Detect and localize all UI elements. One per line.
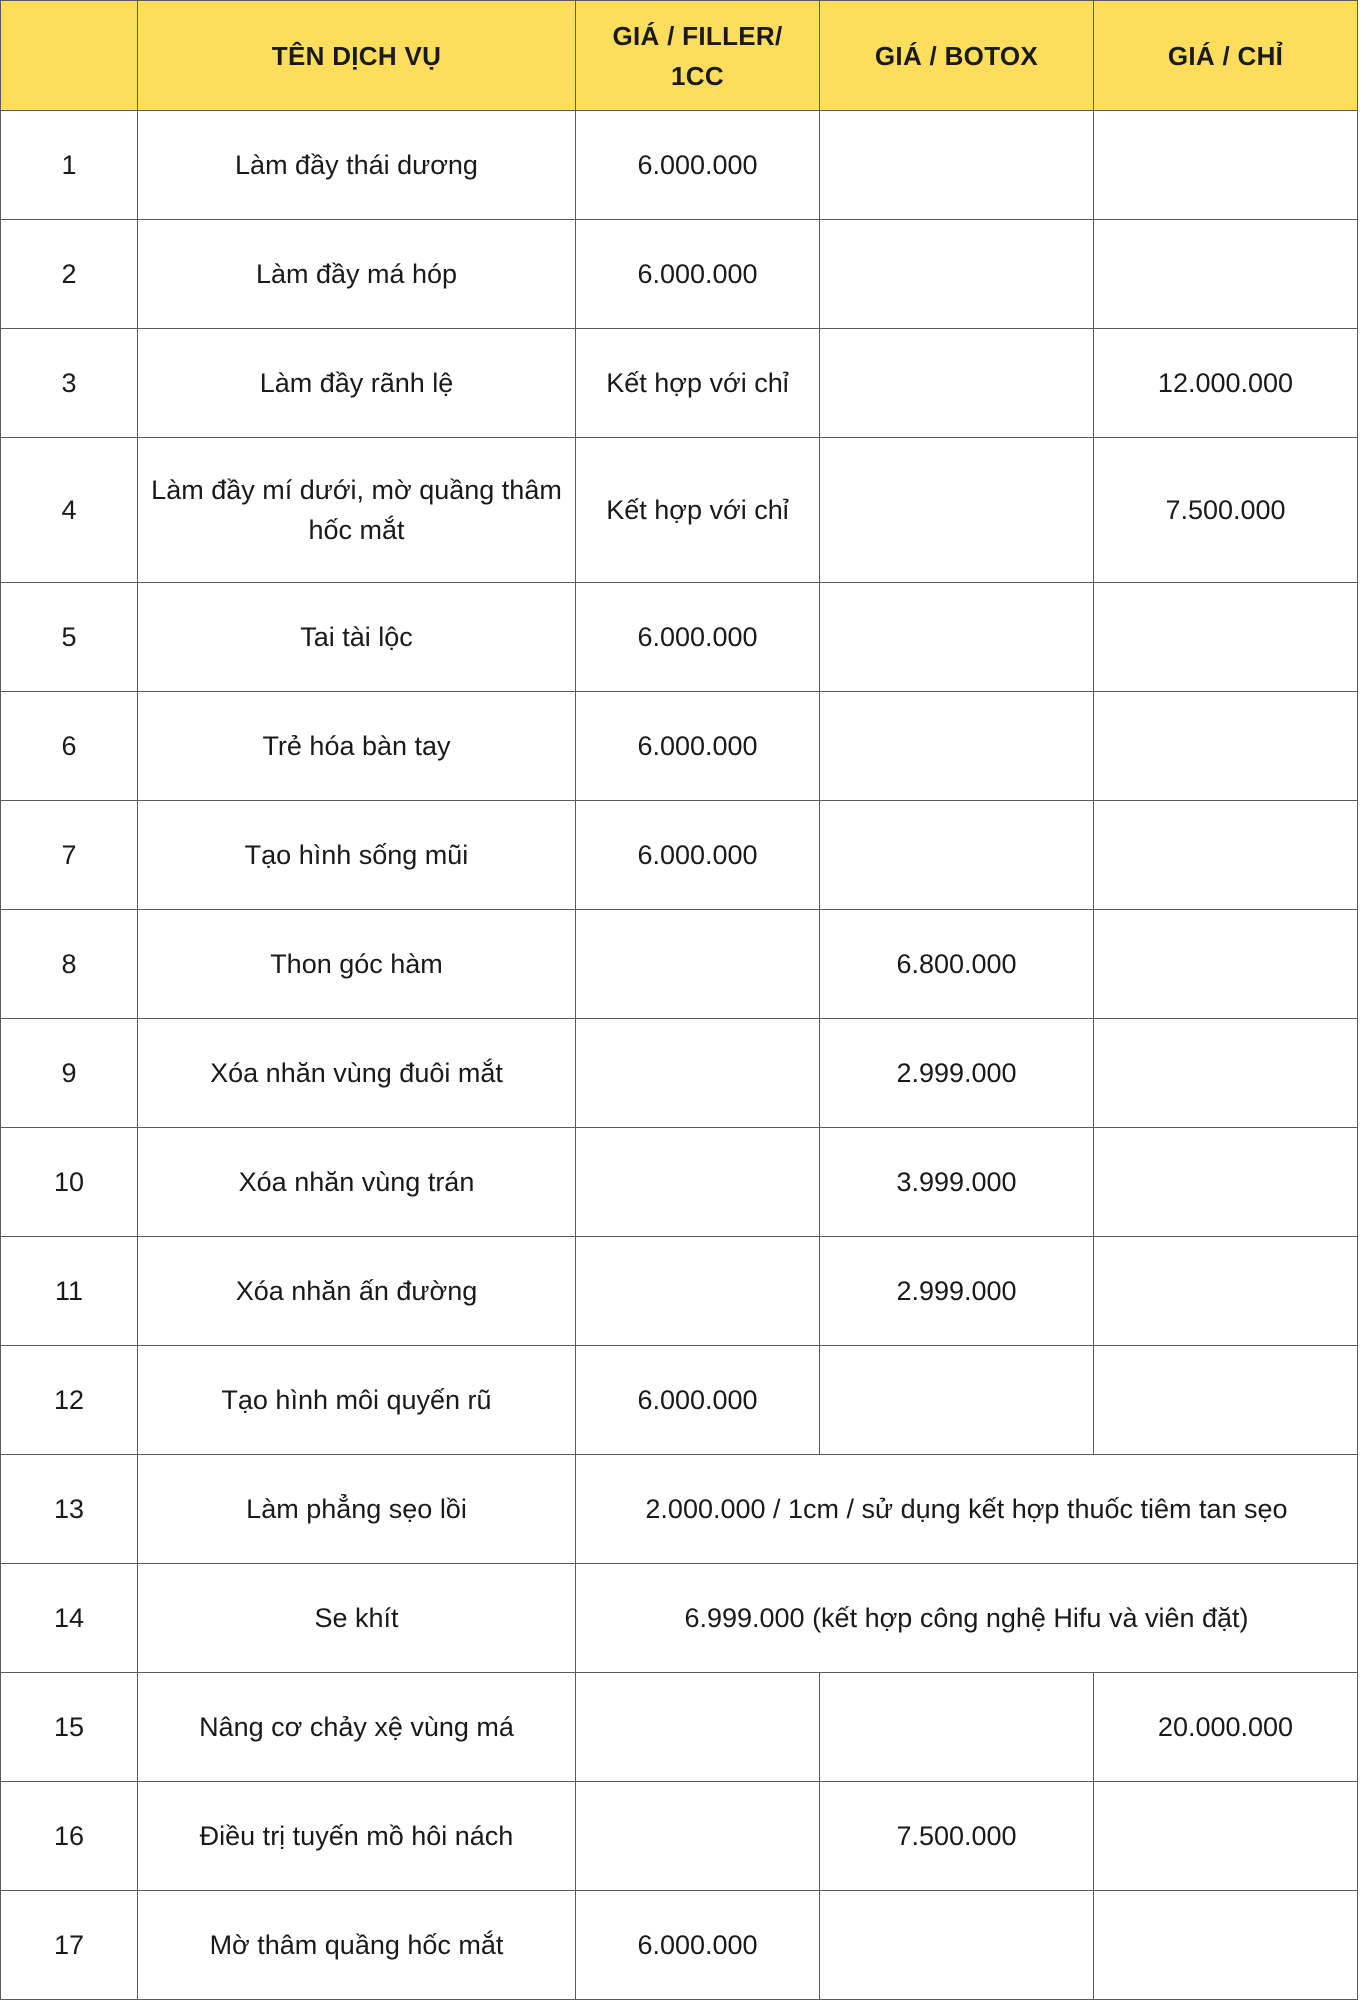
table-row [1, 1128, 1358, 1237]
botox-price: 2.999.000 [820, 1237, 1094, 1346]
thread-price [1094, 111, 1358, 220]
row-number: 1 [1, 111, 138, 220]
filler-price: 6.000.000 [576, 1891, 820, 2000]
table-row [1, 1782, 1358, 1891]
filler-price [576, 1237, 820, 1346]
filler-price: 6.000.000 [576, 692, 820, 801]
table-row [1, 1346, 1358, 1455]
row-number: 12 [1, 1346, 138, 1455]
service-name: Xóa nhăn ấn đường [138, 1237, 576, 1346]
filler-price: 6.000.000 [576, 1346, 820, 1455]
service-name: Tạo hình sống mũi [138, 801, 576, 910]
botox-price [820, 438, 1094, 583]
table-row [1, 801, 1358, 910]
botox-price [820, 220, 1094, 329]
row-number: 3 [1, 329, 138, 438]
row-number: 8 [1, 910, 138, 1019]
service-name: Nâng cơ chảy xệ vùng má [138, 1673, 576, 1782]
botox-price: 3.999.000 [820, 1128, 1094, 1237]
table-row [1, 1891, 1358, 2000]
row-number: 14 [1, 1564, 138, 1673]
table-row [1, 329, 1358, 438]
botox-price: 7.500.000 [820, 1782, 1094, 1891]
filler-price: Kết hợp với chỉ [576, 438, 820, 583]
row-number: 10 [1, 1128, 138, 1237]
row-number: 17 [1, 1891, 138, 2000]
row-number: 16 [1, 1782, 138, 1891]
thread-price [1094, 583, 1358, 692]
table-header [1, 1, 1358, 111]
thread-price: 12.000.000 [1094, 329, 1358, 438]
botox-price: 6.800.000 [820, 910, 1094, 1019]
thread-price [1094, 1019, 1358, 1128]
service-name: Xóa nhăn vùng trán [138, 1128, 576, 1237]
service-name: Làm đầy má hóp [138, 220, 576, 329]
service-name: Tai tài lộc [138, 583, 576, 692]
row-number: 5 [1, 583, 138, 692]
service-name: Tạo hình môi quyến rũ [138, 1346, 576, 1455]
row-number: 2 [1, 220, 138, 329]
botox-price [820, 801, 1094, 910]
thread-price [1094, 1891, 1358, 2000]
botox-price [820, 329, 1094, 438]
merged-price-note: 6.999.000 (kết hợp công nghệ Hifu và viên đặt) [576, 1564, 1358, 1673]
service-name: Làm phẳng sẹo lồi [138, 1455, 576, 1564]
table-row [1, 910, 1358, 1019]
thread-price [1094, 801, 1358, 910]
filler-price: 6.000.000 [576, 583, 820, 692]
botox-price [820, 692, 1094, 801]
service-name: Xóa nhăn vùng đuôi mắt [138, 1019, 576, 1128]
table-row [1, 583, 1358, 692]
filler-price [576, 1019, 820, 1128]
table-row [1, 111, 1358, 220]
service-name: Làm đầy thái dương [138, 111, 576, 220]
filler-price: 6.000.000 [576, 801, 820, 910]
merged-price-note: 2.000.000 / 1cm / sử dụng kết hợp thuốc tiêm tan sẹo [576, 1455, 1358, 1564]
table-row [1, 438, 1358, 583]
table-row [1, 220, 1358, 329]
thread-price [1094, 220, 1358, 329]
filler-price [576, 1782, 820, 1891]
botox-price [820, 1346, 1094, 1455]
row-number: 15 [1, 1673, 138, 1782]
service-name: Làm đầy mí dưới, mờ quầng thâm hốc mắt [138, 438, 576, 583]
service-name: Điều trị tuyến mồ hôi nách [138, 1782, 576, 1891]
header-filler-price: GIÁ / FILLER/ 1CC [576, 1, 820, 111]
row-number: 9 [1, 1019, 138, 1128]
thread-price: 20.000.000 [1094, 1673, 1358, 1782]
thread-price [1094, 910, 1358, 1019]
row-number: 13 [1, 1455, 138, 1564]
row-number: 4 [1, 438, 138, 583]
thread-price [1094, 692, 1358, 801]
header-service-name: TÊN DỊCH VỤ [138, 1, 576, 111]
filler-price: 6.000.000 [576, 111, 820, 220]
service-name: Trẻ hóa bàn tay [138, 692, 576, 801]
service-name: Se khít [138, 1564, 576, 1673]
filler-price: 6.000.000 [576, 220, 820, 329]
thread-price [1094, 1346, 1358, 1455]
thread-price [1094, 1237, 1358, 1346]
table-row [1, 1564, 1358, 1673]
botox-price: 2.999.000 [820, 1019, 1094, 1128]
table-row [1, 1455, 1358, 1564]
header-botox-price: GIÁ / BOTOX [820, 1, 1094, 111]
header-row [1, 1, 1358, 111]
filler-price: Kết hợp với chỉ [576, 329, 820, 438]
service-name: Làm đầy rãnh lệ [138, 329, 576, 438]
header-no [1, 1, 138, 111]
botox-price [820, 1673, 1094, 1782]
filler-price [576, 1128, 820, 1237]
service-name: Thon góc hàm [138, 910, 576, 1019]
thread-price [1094, 1782, 1358, 1891]
table-row [1, 1673, 1358, 1782]
table-row [1, 1237, 1358, 1346]
row-number: 11 [1, 1237, 138, 1346]
botox-price [820, 111, 1094, 220]
row-number: 7 [1, 801, 138, 910]
row-number: 6 [1, 692, 138, 801]
table-body [1, 111, 1358, 2000]
botox-price [820, 583, 1094, 692]
thread-price [1094, 1128, 1358, 1237]
botox-price [820, 1891, 1094, 2000]
filler-price [576, 1673, 820, 1782]
header-thread-price: GIÁ / CHỈ [1094, 1, 1358, 111]
service-name: Mờ thâm quầng hốc mắt [138, 1891, 576, 2000]
table-row [1, 1019, 1358, 1128]
thread-price: 7.500.000 [1094, 438, 1358, 583]
table-row [1, 692, 1358, 801]
filler-price [576, 910, 820, 1019]
